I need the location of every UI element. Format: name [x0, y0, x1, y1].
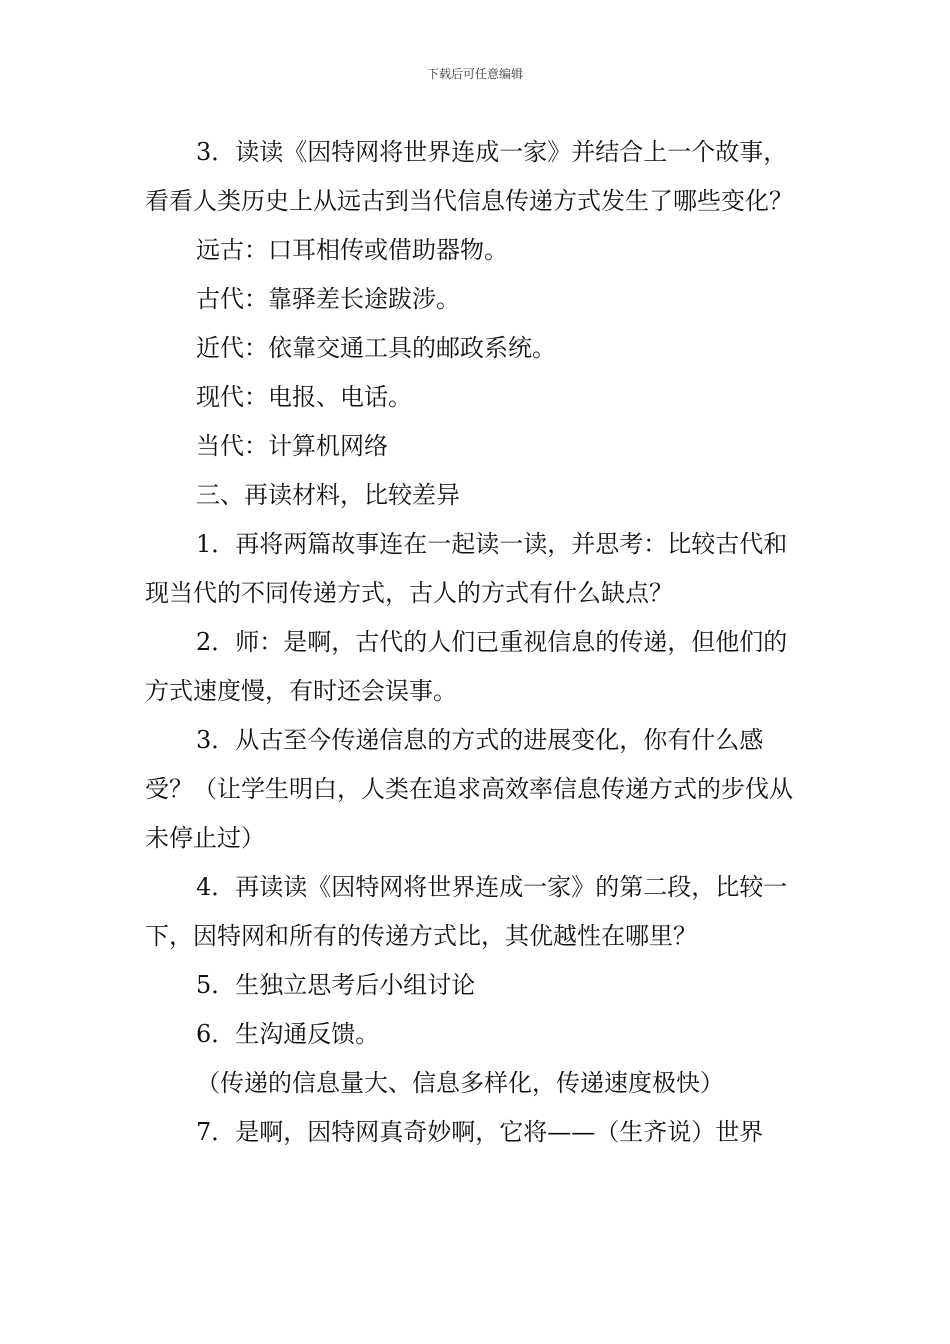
paragraph-item-3: 3．从古至今传递信息的方式的进展变化，你有什么感受？（让学生明白，人类在追求高效率信息传递方式的步伐从未停止过）	[145, 726, 793, 852]
paragraph-item-4: 4．再读读《因特网将世界连成一家》的第二段，比较一下，因特网和所有的传递方式比，其优越性在哪里？	[145, 873, 788, 950]
paragraph-q3-history: 3．读读《因特网将世界连成一家》并结合上一个故事，看看人类历史上从远古到当代信息传递方式发生了哪些变化？	[145, 138, 793, 215]
paragraph-feedback-note: （传递的信息量大、信息多样化，传递速度极快）	[196, 1069, 724, 1097]
paragraph-contemporary: 当代：计算机网络	[196, 432, 388, 460]
paragraph-item-6: 6．生沟通反馈。	[196, 1020, 380, 1048]
paragraph-item-7: 7．是啊，因特网真奇妙啊，它将——（生齐说）世界	[196, 1118, 764, 1146]
paragraph-item-1: 1．再将两篇故事连在一起读一读，并思考：比较古代和现当代的不同传递方式，古人的方式有什么缺点？	[145, 530, 788, 607]
paragraph-item-2: 2．师：是啊，古代的人们已重视信息的传递，但他们的方式速度慢，有时还会误事。	[145, 628, 788, 705]
page-header: 下载后可任意编辑	[426, 67, 523, 81]
paragraph-modern: 现代：电报、电话。	[196, 383, 412, 411]
document-body	[145, 128, 810, 1157]
paragraph-antiquity: 古代：靠驿差长途跋涉。	[196, 285, 460, 313]
section-heading-3: 三、再读材料，比较差异	[196, 481, 460, 509]
paragraph-item-5: 5．生独立思考后小组讨论	[196, 971, 476, 999]
paragraph-ancient: 远古：口耳相传或借助器物。	[196, 236, 508, 264]
paragraph-modern-early: 近代：依靠交通工具的邮政系统。	[196, 334, 556, 362]
